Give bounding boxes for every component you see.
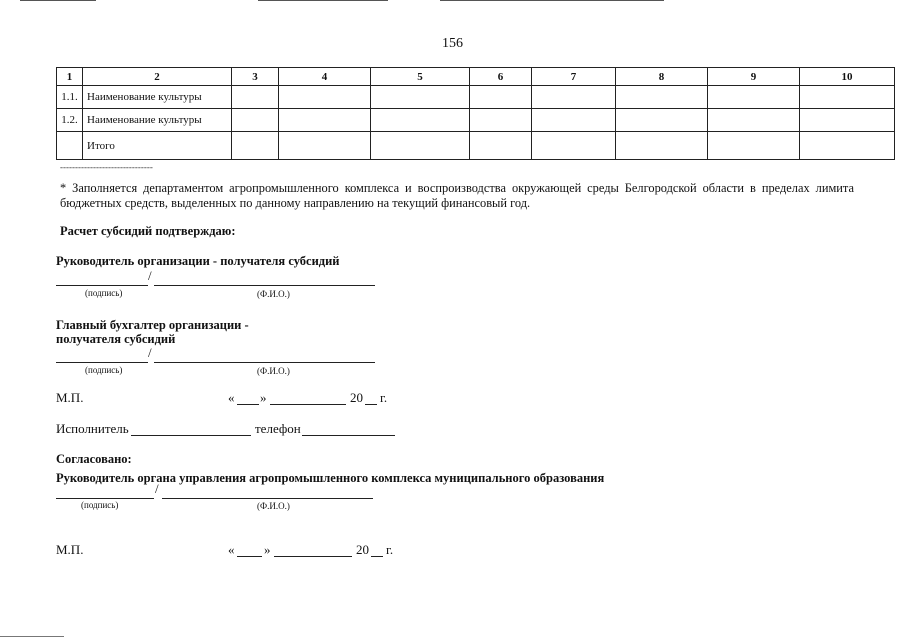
- table-cell: [708, 132, 800, 160]
- table-cell: [800, 132, 895, 160]
- column-header: 8: [616, 68, 708, 86]
- chief-accountant-title-line2: получателя субсидий: [56, 332, 176, 346]
- chief-accountant-title-line1: Главный бухгалтер организации -: [56, 318, 249, 332]
- table-header-row: [57, 68, 895, 86]
- stamp-place-label: М.П.: [56, 390, 84, 405]
- fio-line[interactable]: [154, 285, 375, 286]
- signature-separator: /: [148, 345, 152, 360]
- fio-caption: (Ф.И.О.): [257, 289, 290, 299]
- table-cell: [232, 86, 279, 109]
- table-cell: [232, 132, 279, 160]
- date-month-field[interactable]: [274, 556, 352, 557]
- column-header: 4: [279, 68, 371, 86]
- table-cell: [800, 109, 895, 132]
- signature-caption: (подпись): [85, 365, 123, 375]
- table-cell: [371, 109, 470, 132]
- table-cell: [616, 109, 708, 132]
- date-year-field[interactable]: [365, 404, 377, 405]
- table-cell: [616, 86, 708, 109]
- scan-edge-line: [20, 0, 96, 1]
- signature-caption: (подпись): [81, 500, 119, 510]
- footnote: * Заполняется департаментом агропромышленного комплекса и воспроизводства окружающей среды Белгородской области в пределах лимита бюджетных средств, выделенных по данному направлению на текущий финансовый год.: [60, 181, 854, 210]
- table-cell: [232, 109, 279, 132]
- signature-line[interactable]: [56, 285, 148, 286]
- column-header: 2: [83, 68, 232, 86]
- row-number: 1.1.: [57, 86, 83, 109]
- fio-line[interactable]: [162, 498, 373, 499]
- table-row: [57, 109, 895, 132]
- table-row: [57, 86, 895, 109]
- column-header: 6: [470, 68, 532, 86]
- date-open-quote: «: [228, 542, 235, 557]
- column-header: 5: [371, 68, 470, 86]
- table-cell: [708, 86, 800, 109]
- page-number: 156: [442, 36, 463, 51]
- agreed-heading: Согласовано:: [56, 452, 132, 466]
- phone-field[interactable]: [302, 435, 395, 436]
- scan-edge-line: [440, 0, 664, 1]
- date-day-field[interactable]: [237, 556, 262, 557]
- table-cell: [532, 109, 616, 132]
- column-header: 9: [708, 68, 800, 86]
- scan-edge-line: [258, 0, 388, 1]
- executor-label: Исполнитель: [56, 421, 129, 436]
- signature-separator: /: [155, 481, 159, 496]
- footnote-separator: -------------------------------: [60, 162, 153, 172]
- date-open-quote: «: [228, 390, 235, 405]
- fio-caption: (Ф.И.О.): [257, 366, 290, 376]
- fio-caption: (Ф.И.О.): [257, 501, 290, 511]
- table-cell: [616, 132, 708, 160]
- signature-line[interactable]: [56, 362, 148, 363]
- table-cell: [532, 86, 616, 109]
- fio-line[interactable]: [154, 362, 375, 363]
- confirm-heading: Расчет субсидий подтверждаю:: [60, 224, 236, 238]
- table-cell: [470, 132, 532, 160]
- table-cell: [532, 132, 616, 160]
- date-year-prefix: 20: [350, 390, 363, 405]
- executor-field[interactable]: [131, 435, 251, 436]
- row-number: 1.2.: [57, 109, 83, 132]
- table-cell: [800, 86, 895, 109]
- phone-label: телефон: [255, 421, 301, 436]
- date-close-quote: »: [264, 542, 271, 557]
- agreed-title: Руководитель органа управления агропромышленного комплекса муниципального образования: [56, 471, 605, 485]
- signature-separator: /: [148, 268, 152, 283]
- table-cell: [279, 132, 371, 160]
- scan-edge-line: [0, 636, 64, 637]
- column-header: 1: [57, 68, 83, 86]
- head-org-title: Руководитель организации - получателя субсидий: [56, 254, 340, 268]
- date-year-field[interactable]: [371, 556, 383, 557]
- signature-line[interactable]: [56, 498, 154, 499]
- table-cell: [708, 109, 800, 132]
- date-year-suffix: г.: [380, 390, 388, 405]
- table-cell: [371, 86, 470, 109]
- table-cell: [371, 132, 470, 160]
- date-close-quote: »: [260, 390, 267, 405]
- subsidy-table: [56, 67, 895, 160]
- crop-name: Наименование культуры: [83, 109, 232, 132]
- total-label: Итого: [83, 132, 232, 160]
- stamp-place-label: М.П.: [56, 542, 84, 557]
- table-total-row: [57, 132, 895, 160]
- date-month-field[interactable]: [270, 404, 346, 405]
- table-cell: [279, 86, 371, 109]
- date-year-prefix: 20: [356, 542, 369, 557]
- table-cell: [470, 86, 532, 109]
- column-header: 7: [532, 68, 616, 86]
- date-year-suffix: г.: [386, 542, 394, 557]
- date-day-field[interactable]: [237, 404, 259, 405]
- column-header: 3: [232, 68, 279, 86]
- crop-name: Наименование культуры: [83, 86, 232, 109]
- table-cell: [279, 109, 371, 132]
- column-header: 10: [800, 68, 895, 86]
- signature-caption: (подпись): [85, 288, 123, 298]
- table-cell: [470, 109, 532, 132]
- row-number: [57, 132, 83, 160]
